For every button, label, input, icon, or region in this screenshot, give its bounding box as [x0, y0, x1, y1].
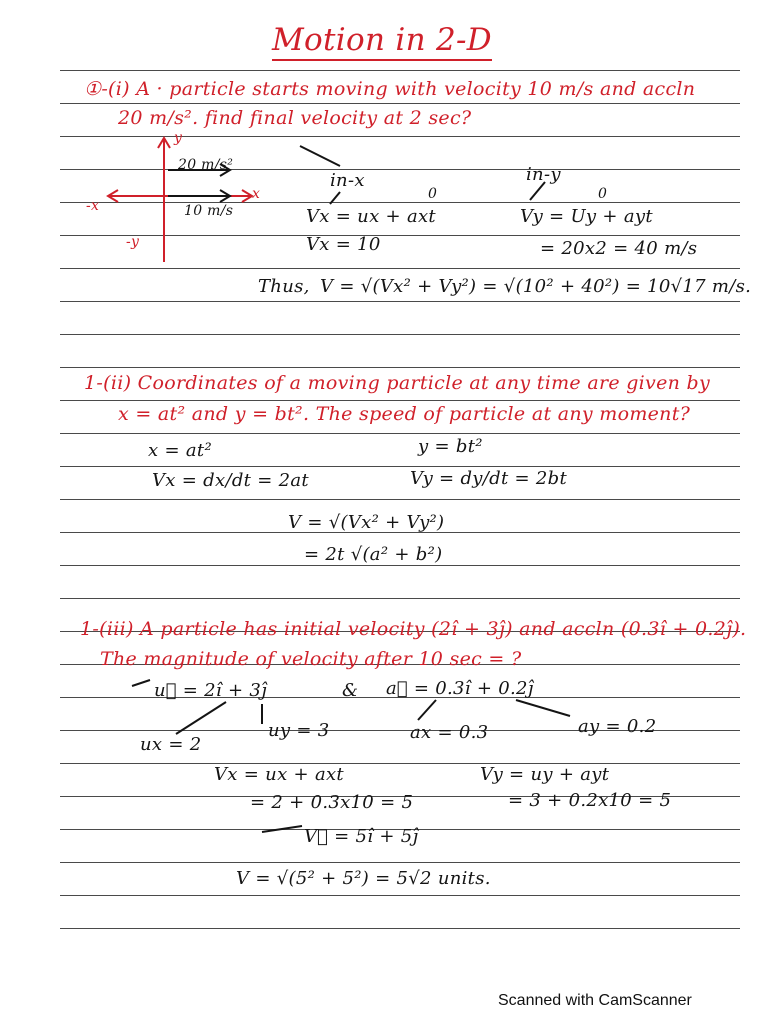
q2-speed-eq-2: = 2t √(a² + b²) — [304, 544, 443, 565]
question-2-line-2: x = at² and y = bt². The speed of particle at any moment? — [118, 403, 691, 425]
q2-y-eq-1: y = bt² — [418, 436, 483, 457]
question-2-line-1: 1-(ii) Coordinates of a moving particle at any time are given by — [84, 372, 711, 394]
question-3-line-2: The magnitude of velocity after 10 sec = ? — [100, 648, 522, 670]
question-1-line-1: ①-(i) A · particle starts moving with velocity 10 m/s and accln — [84, 78, 696, 100]
q2-x-eq-1: x = at² — [148, 440, 212, 461]
axis-neg-y-label: -y — [126, 234, 140, 250]
axis-y-label: y — [174, 130, 183, 146]
q1-x-eq-2: Vx = 10 — [306, 234, 381, 255]
page-title: Motion in 2-D — [272, 22, 492, 58]
q3-ux: ux = 2 — [140, 734, 202, 755]
q1-thus: Thus, — [258, 276, 310, 297]
q3-uy: uy = 3 — [268, 720, 330, 741]
q3-velocity-magnitude: V = √(5² + 5²) = 5√2 units. — [236, 868, 491, 889]
q3-ampersand: & — [342, 680, 359, 701]
q2-y-eq-2: Vy = dy/dt = 2bt — [410, 468, 568, 489]
question-1-line-2: 20 m/s². find final velocity at 2 sec? — [118, 107, 472, 129]
q1-y-label: in-y — [526, 164, 561, 185]
q1-result: V = √(Vx² + Vy²) = √(10² + 40²) = 10√17 m/s. — [320, 276, 752, 297]
q3-vy-eq-2: = 3 + 0.2x10 = 5 — [508, 790, 672, 811]
q3-initial-velocity: u⃗ = 2î + 3ĵ — [154, 680, 267, 701]
q1-x-eq-1: Vx = ux + axt — [306, 206, 436, 227]
question-3-line-1: 1-(iii) A particle has initial velocity (2î + 3ĵ) and accln (0.3î + 0.2ĵ). — [80, 618, 747, 640]
q2-x-eq-2: Vx = dx/dt = 2at — [152, 470, 309, 491]
scanner-watermark: Scanned with CamScanner — [498, 992, 692, 1009]
axis-neg-x-label: -x — [86, 198, 100, 214]
q3-final-velocity: V⃗ = 5î + 5ĵ — [304, 826, 419, 847]
q3-ax: ax = 0.3 — [410, 722, 489, 743]
q3-vy-eq-1: Vy = uy + ayt — [480, 764, 610, 785]
q3-vx-eq-2: = 2 + 0.3x10 = 5 — [250, 792, 414, 813]
q1-y-zero: 0 — [598, 186, 608, 202]
velocity-label: 10 m/s — [184, 203, 234, 219]
q1-y-eq-1: Vy = Uy + ayt — [520, 206, 653, 227]
accel-label: 20 m/s² — [178, 157, 234, 173]
q1-x-label: in-x — [330, 170, 365, 191]
q1-y-eq-2: = 20x2 = 40 m/s — [540, 238, 698, 259]
axis-x-label: x — [252, 186, 261, 202]
q2-speed-eq-1: V = √(Vx² + Vy²) — [288, 512, 445, 533]
q3-vx-eq-1: Vx = ux + axt — [214, 764, 344, 785]
q3-acceleration: a⃗ = 0.3î + 0.2ĵ — [386, 678, 534, 699]
q3-ay: ay = 0.2 — [578, 716, 657, 737]
q1-x-zero: 0 — [428, 186, 438, 202]
